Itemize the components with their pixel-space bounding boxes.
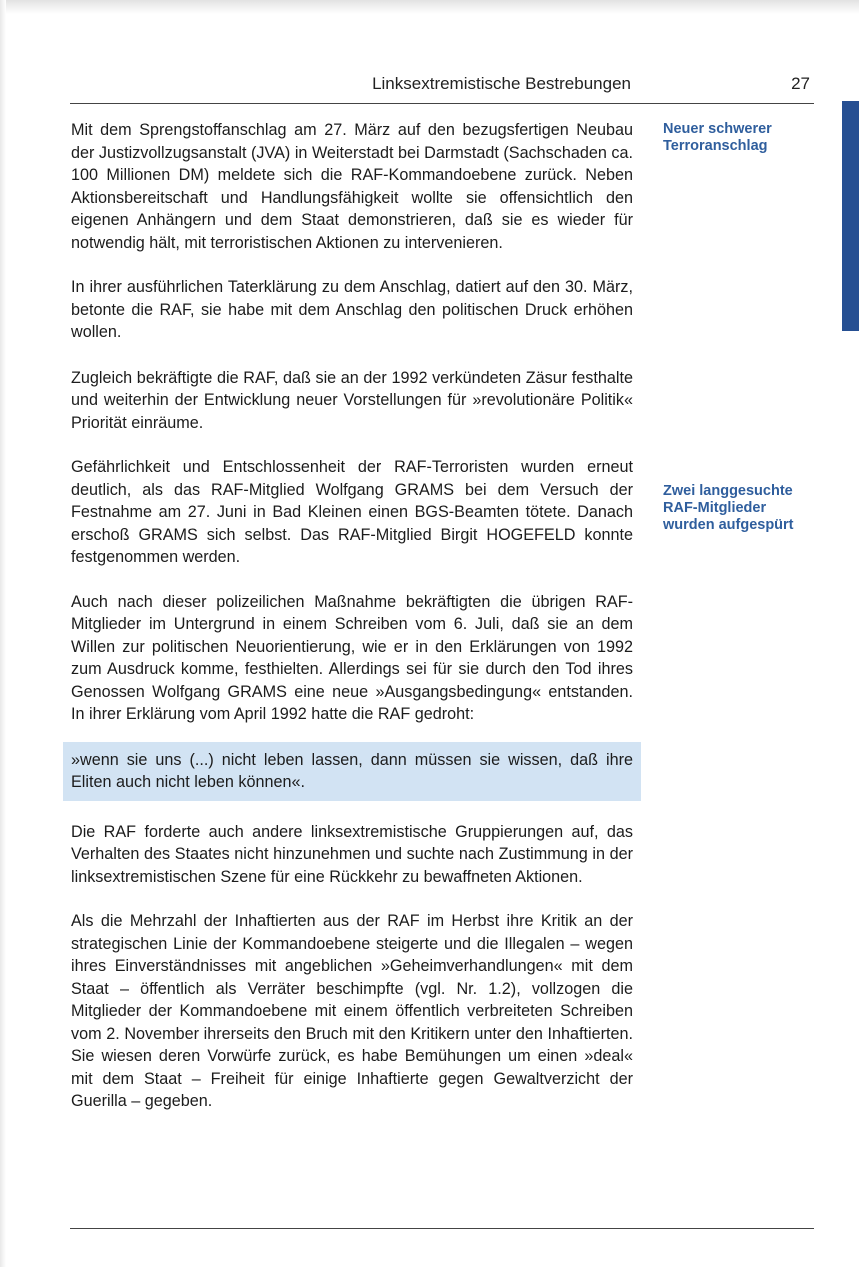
header-rule	[70, 103, 814, 104]
margin-note-raf-mitglieder: Zwei langgesuchte RAF-Mitglieder wurden aufgespürt	[663, 483, 794, 533]
paragraph-6: Die RAF forderte auch andere linksextremistische Gruppierungen auf, das Verhalten des Staates nicht hinzunehmen und suchte nach Zustimmung in der linksextremistischen Szene für eine Rückkehr zu bewaffneten Aktionen.	[71, 822, 633, 886]
page-number: 27	[791, 74, 810, 93]
page-left-edge	[0, 0, 6, 1267]
quote-block: »wenn sie uns (...) nicht leben lassen, dann müssen sie wissen, daß ihre Eliten auch nicht leben können«.	[63, 742, 641, 801]
margin-note-terroranschlag: Neuer schwerer Terroranschlag	[663, 121, 772, 154]
page-top-edge	[0, 0, 859, 14]
footer-rule	[70, 1228, 814, 1229]
paragraph-7: Als die Mehrzahl der Inhaftierten aus der RAF im Herbst ihre Kritik an der strategischen Linie der Kommandoebene steigerte und die Illegalen – wegen ihres Einverständnisses mit angeblichen »Geheimverhandlungen« mit dem Staat – öffentlich als Verräter beschimpfte (vgl. Nr. 1.2), vollzogen die Mitglieder der Kommandoebene mit einem öffentlich verbreiteten Schreiben vom 2. November ihrerseits den Bruch mit den Kritikern unter den Inhaftierten. Sie wiesen deren Vorwürfe zurück, es habe Bemühungen um einen »deal« mit dem Staat – Freiheit für einige Inhaftierte gegen Gewaltverzicht der Guerilla – gegeben.	[71, 912, 633, 1110]
body-text	[71, 119, 633, 1113]
paragraph-2: In ihrer ausführlichen Taterklärung zu dem Anschlag, datiert auf den 30. März, betonte die RAF, sie habe mit dem Anschlag den politischen Druck erhöhen wollen.	[71, 278, 633, 341]
running-title: Linksextremistische Bestrebungen	[372, 74, 631, 93]
paragraph-4: Gefährlichkeit und Entschlossenheit der RAF-Terroristen wurden erneut deutlich, als das RAF-Mitglied Wolfgang GRAMS bei dem Versuch der Festnahme am 27. Juni in Bad Kleinen einen BGS-Beamten tötete. Danach erschoß GRAMS sich selbst. Das RAF-Mitglied Birgit HOGEFELD konnte festgenommen werden.	[71, 458, 633, 566]
paragraph-3: Zugleich bekräftigte die RAF, daß sie an der 1992 verkündeten Zäsur festhalte und weiterhin der Entwicklung neuer Vorstellungen für »revolutionäre Politik« Priorität einräume.	[71, 368, 633, 432]
chapter-thumb-tab	[842, 101, 859, 331]
page-header	[70, 74, 814, 98]
paragraph-1: Mit dem Sprengstoffanschlag am 27. März auf den bezugsfertigen Neubau der Justizvollzugsanstalt (JVA) in Weiterstadt bei Darmstadt (Sachschaden ca. 100 Millionen DM) meldete sich die RAF-Kommandoebene zurück. Neben Aktionsbereitschaft und Handlungsfähigkeit wollte sie offensichtlich den eigenen Anhängern und dem Staat demonstrieren, daß sie es wieder für notwendig hält, mit terroristischen Aktionen zu intervenieren.	[71, 121, 633, 252]
paragraph-5: Auch nach dieser polizeilichen Maßnahme bekräftigten die übrigen RAF-Mitglieder im Untergrund in einem Schreiben vom 6. Juli, daß sie an dem Willen zur politischen Neuorientierung, wie er in den Erklärungen von 1992 zum Ausdruck komme, festhielten. Allerdings sei für sie durch den Tod ihres Genossen Wolfgang GRAMS eine neue »Ausgangsbedingung« entstanden. In ihrer Erklärung vom April 1992 hatte die RAF gedroht:	[71, 592, 633, 723]
